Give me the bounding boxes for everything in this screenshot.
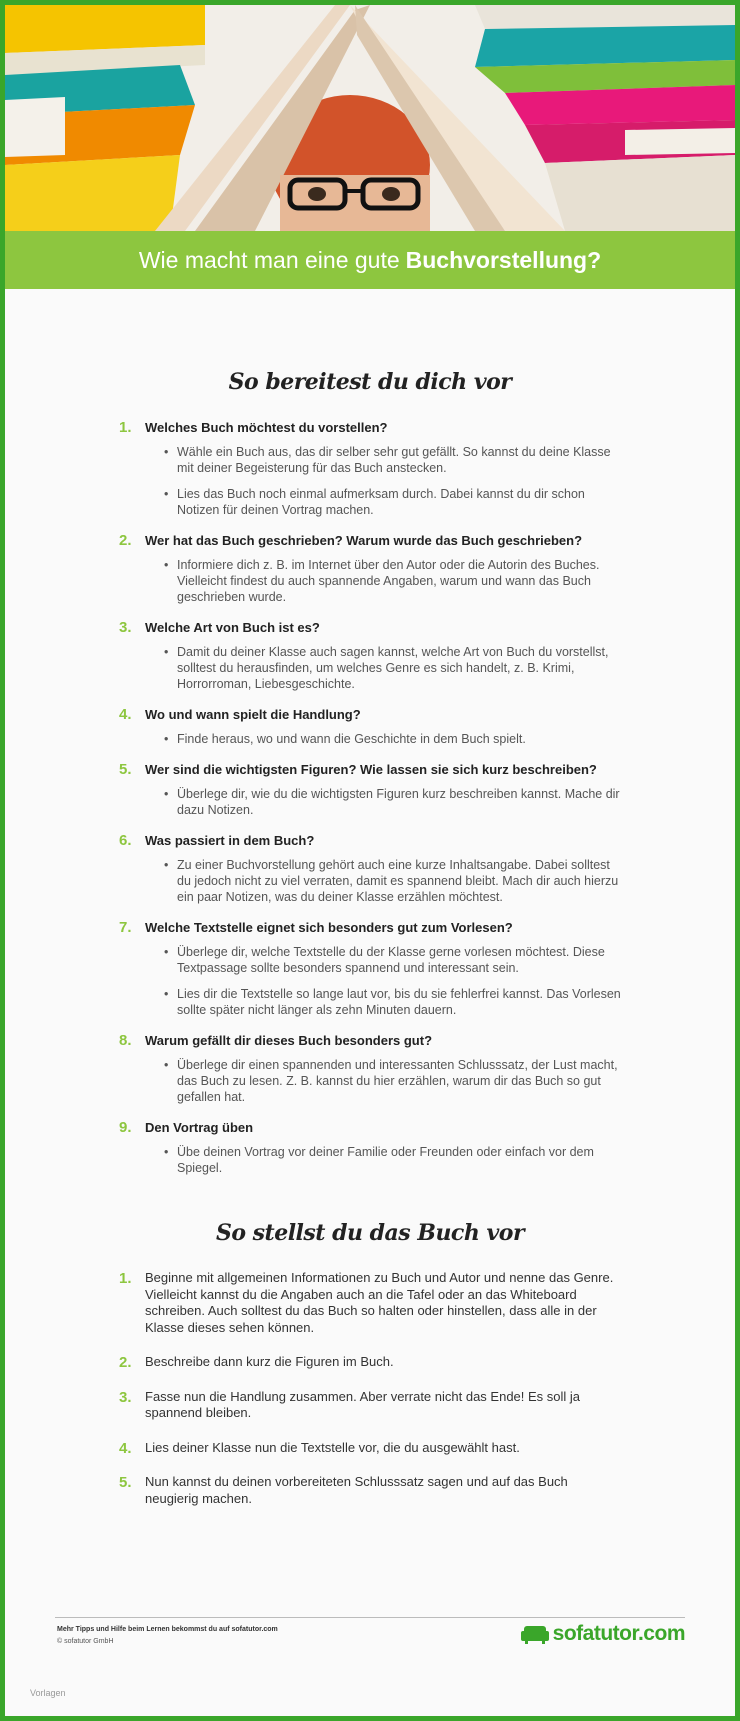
question-item	[119, 706, 625, 747]
step-text: Lies deiner Klasse nun die Textstelle vor, die du ausgewählt hast.	[145, 1439, 520, 1455]
item-number: 4.	[119, 1439, 132, 1457]
question-text: Den Vortrag üben	[145, 1120, 254, 1135]
question-text: Was passiert in dem Buch?	[145, 833, 315, 848]
item-number: 2.	[119, 532, 132, 549]
question-text: Wer hat das Buch geschrieben? Warum wurde das Buch geschrieben?	[145, 533, 583, 548]
step-item	[119, 1388, 615, 1422]
bullet-text: • Überlege dir, welche Textstelle du der Klasse gerne vorlesen möchtest. Diese Textpassage sollte besonders spannend und interessant sein.	[177, 944, 625, 976]
question-item	[119, 619, 625, 692]
step-item	[119, 1354, 615, 1371]
title-banner	[5, 231, 735, 289]
item-number: 5.	[119, 1474, 132, 1491]
bullet-text: • Lies dir die Textstelle so lange laut vor, bis du sie fehlerfrei kannst. Das Vorlesen sollte später nicht länger als zehn Minuten dauern.	[177, 986, 625, 1018]
step-item	[119, 1270, 615, 1336]
bullet-text: • Wähle ein Buch aus, das dir selber sehr gut gefällt. So kannst du deine Klasse mit deiner Begeisterung für das Buch anstecken.	[177, 444, 625, 476]
item-number: 8.	[119, 1032, 132, 1049]
item-number: 1.	[119, 419, 132, 436]
question-text: Welche Textstelle eignet sich besonders gut zum Vorlesen?	[145, 920, 513, 935]
question-item	[119, 532, 625, 605]
step-item	[119, 1474, 615, 1507]
question-text: Wer sind die wichtigsten Figuren? Wie lassen sie sich kurz beschreiben?	[145, 762, 597, 777]
bullet-text: • Überlege dir, wie du die wichtigsten Figuren kurz beschreiben kannst. Mache dir dazu Notizen.	[177, 786, 625, 818]
question-text: Wo und wann spielt die Handlung?	[145, 707, 361, 722]
question-item	[119, 832, 625, 905]
item-number: 3.	[119, 1388, 132, 1406]
bullet-text: • Informiere dich z. B. im Internet über den Autor oder die Autorin des Buches. Vielleicht findest du auch spannende Angaben, warum und wann das Buch geschrieben wurde.	[177, 557, 625, 605]
question-text: Welches Buch möchtest du vorstellen?	[145, 420, 388, 435]
item-number: 6.	[119, 832, 132, 849]
section-title-preparation: So bereitest du dich vor	[228, 369, 512, 395]
bullet-text: • Zu einer Buchvorstellung gehört auch eine kurze Inhaltsangabe. Dabei solltest du jedoch nicht zu viel verraten, damit es spannend bleibt. Mach dir auch hierzu ein paar Notizen, was du deiner Klasse erzählen möchtest.	[177, 857, 625, 905]
bullet-text: • Finde heraus, wo und wann die Geschichte in dem Buch spielt.	[177, 731, 625, 747]
bullet-text: • Übe deinen Vortrag vor deiner Familie oder Freunden oder einfach vor dem Spiegel.	[177, 1144, 625, 1176]
main-content	[5, 289, 735, 1507]
footer-copyright: © sofatutor GmbH	[57, 1638, 114, 1645]
step-text: Beginne mit allgemeinen Informationen zu Buch und Autor und nenne das Genre. Vielleicht kannst du die Angaben auch an die Tafel oder an das Whiteboard schreiben. Auch solltest du das Buch so halten oder hinstellen, dass alle in der Klasse dieses sehen können.	[145, 1270, 614, 1335]
footer-tip-text: Mehr Tipps und Hilfe beim Lernen bekommst du auf sofatutor.com	[57, 1626, 278, 1633]
item-number: 7.	[119, 919, 132, 936]
item-number: 5.	[119, 761, 132, 778]
hero-image	[5, 5, 735, 231]
step-text: Nun kannst du deinen vorbereiteten Schlusssatz sagen und auf das Buch neugierig machen.	[145, 1474, 568, 1506]
section-title-presentation: So stellst du das Buch vor	[215, 1220, 525, 1246]
question-text: Warum gefällt dir dieses Buch besonders gut?	[145, 1033, 433, 1048]
question-item	[119, 761, 625, 818]
sofatutor-logo	[521, 1622, 685, 1646]
question-item	[119, 919, 625, 1018]
step-text: Beschreibe dann kurz die Figuren im Buch.	[145, 1354, 394, 1369]
question-item	[119, 1032, 625, 1105]
item-number: 4.	[119, 706, 132, 723]
banner-title-bold: Buchvorstellung?	[405, 246, 602, 273]
footer	[55, 1617, 685, 1645]
question-text: Welche Art von Buch ist es?	[145, 620, 320, 635]
question-item	[119, 1119, 625, 1176]
item-number: 1.	[119, 1270, 132, 1287]
step-text: Fasse nun die Handlung zusammen. Aber verrate nicht das Ende! Es soll ja spannend bleiben.	[145, 1388, 581, 1420]
step-item	[119, 1439, 615, 1457]
question-item	[119, 419, 625, 518]
logo-text: sofatutor.com	[552, 1622, 685, 1645]
watermark: Vorlagen	[30, 1688, 66, 1698]
item-number: 3.	[119, 619, 132, 636]
banner-title-regular: Wie macht man eine gute	[138, 246, 400, 273]
bullet-text: • Lies das Buch noch einmal aufmerksam durch. Dabei kannst du dir schon Notizen für deinen Vortrag machen.	[177, 486, 625, 518]
worksheet-page	[5, 5, 735, 1716]
bullet-text: • Überlege dir einen spannenden und interessanten Schlusssatz, der Lust macht, das Buch zu lesen. Z. B. kannst du hier erzählen, warum dir das Buch so gut gefallen hat.	[177, 1057, 625, 1105]
sofa-icon	[521, 1624, 549, 1644]
bullet-text: • Damit du deiner Klasse auch sagen kannst, welche Art von Buch du vorstellst, solltest du herausfinden, um welches Genre es sich handelt, z. B. Krimi, Horrorroman, Liebesgeschichte.	[177, 644, 625, 692]
item-number: 2.	[119, 1354, 132, 1371]
item-number: 9.	[119, 1119, 132, 1136]
